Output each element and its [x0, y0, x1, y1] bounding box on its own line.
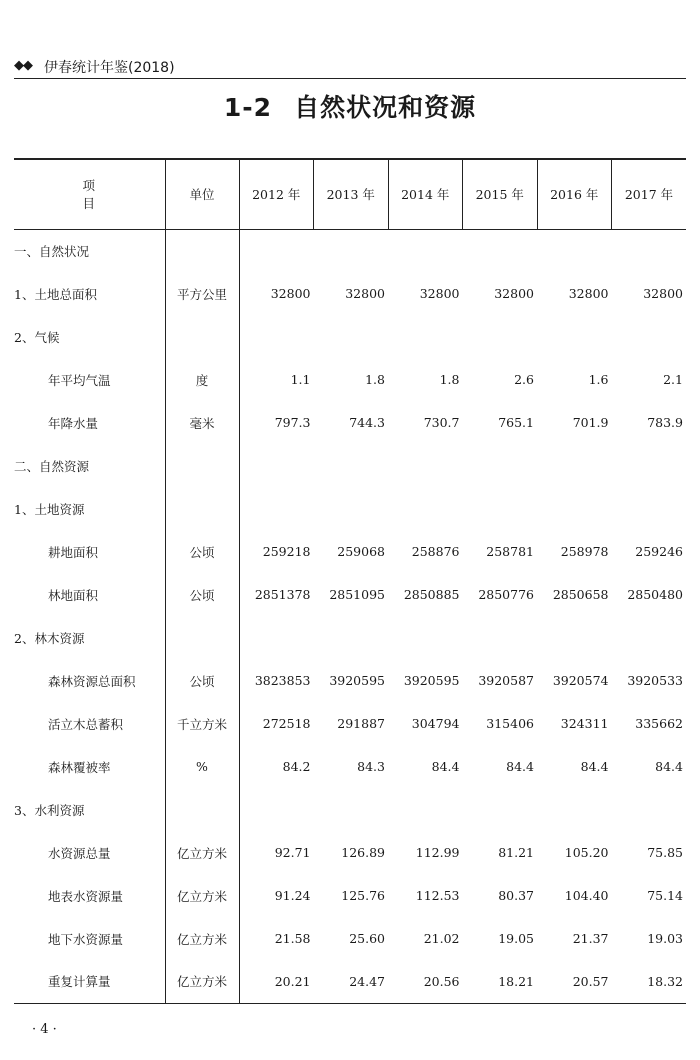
value-cell	[388, 616, 463, 659]
value-cell: 2850776	[478, 587, 534, 602]
value-cell	[388, 315, 463, 358]
value-cell: 3920595	[403, 673, 460, 688]
table-row	[14, 831, 686, 874]
value-cell: 2851378	[254, 587, 311, 602]
value-cell: 3920574	[552, 673, 609, 688]
row-unit: 度	[165, 358, 239, 401]
value-cell: 126.89	[341, 845, 385, 860]
table-row	[14, 702, 686, 745]
value-cell: 335662	[635, 716, 683, 731]
row-unit: 平方公里	[165, 272, 239, 315]
value-cell	[463, 788, 538, 831]
value-cell: 1.8	[439, 372, 460, 387]
table-row	[14, 573, 686, 616]
value-cell: 2851095	[329, 587, 385, 602]
value-cell: 92.71	[274, 845, 311, 860]
row-unit: 亿立方米	[165, 831, 239, 874]
value-cell: 18.32	[612, 960, 687, 1003]
value-cell: 797.3	[274, 415, 311, 430]
row-label: 林地面积	[48, 587, 99, 603]
value-cell	[314, 616, 389, 659]
value-cell: 315406	[486, 716, 534, 731]
value-cell: 324311	[560, 716, 609, 731]
value-cell	[463, 616, 538, 659]
row-unit: 公顷	[165, 573, 239, 616]
value-cell	[612, 616, 687, 659]
value-cell: 25.60	[349, 931, 385, 946]
value-cell: 2.6	[514, 372, 534, 387]
value-cell: 84.3	[357, 759, 385, 774]
value-cell	[239, 788, 314, 831]
running-header	[14, 56, 686, 79]
table-row	[14, 444, 686, 487]
row-unit	[165, 229, 239, 272]
value-cell: 105.20	[564, 845, 609, 860]
value-cell: 3823853	[254, 673, 311, 688]
value-cell: 84.4	[655, 759, 683, 774]
row-unit	[165, 616, 239, 659]
value-cell: 21.37	[572, 931, 609, 946]
row-label: 年平均气温	[48, 372, 111, 388]
value-cell	[537, 315, 612, 358]
value-cell: 21.02	[423, 931, 460, 946]
value-cell: 272518	[262, 716, 311, 731]
value-cell	[463, 229, 538, 272]
table-row	[14, 874, 686, 917]
row-label: 1、土地资源	[14, 501, 85, 517]
table-number: 1-2	[223, 93, 273, 122]
table-row	[14, 960, 686, 1003]
page-title	[0, 88, 700, 124]
value-cell: 125.76	[341, 888, 385, 903]
row-unit: 毫米	[165, 401, 239, 444]
value-cell: 32800	[419, 286, 460, 301]
value-cell: 1.6	[588, 372, 609, 387]
value-cell	[537, 444, 612, 487]
column-header-unit: 单位	[165, 159, 239, 229]
row-unit	[165, 315, 239, 358]
value-cell	[314, 788, 389, 831]
value-cell	[314, 444, 389, 487]
value-cell: 21.58	[274, 931, 311, 946]
value-cell: 32800	[568, 286, 609, 301]
row-unit: 亿立方米	[165, 917, 239, 960]
column-header-year: 2013 年	[314, 159, 389, 229]
value-cell	[537, 616, 612, 659]
value-cell: 32800	[643, 286, 683, 301]
value-cell: 32800	[494, 286, 534, 301]
value-cell: 20.57	[537, 960, 612, 1003]
row-unit	[165, 444, 239, 487]
value-cell	[314, 315, 389, 358]
value-cell: 112.99	[415, 845, 460, 860]
value-cell: 91.24	[274, 888, 311, 903]
value-cell: 32800	[270, 286, 311, 301]
table-row	[14, 401, 686, 444]
row-unit: %	[165, 745, 239, 788]
row-label: 一、自然状况	[14, 243, 90, 259]
value-cell	[612, 487, 687, 530]
value-cell	[463, 487, 538, 530]
value-cell: 3920587	[478, 673, 534, 688]
value-cell: 2.1	[663, 372, 683, 387]
value-cell	[537, 229, 612, 272]
value-cell	[388, 444, 463, 487]
table-row	[14, 315, 686, 358]
value-cell	[612, 788, 687, 831]
value-cell	[388, 788, 463, 831]
diamond-bullet-icon: ◆◆	[14, 58, 32, 73]
value-cell: 730.7	[423, 415, 460, 430]
value-cell: 744.3	[349, 415, 385, 430]
row-label: 活立木总蓄积	[48, 716, 124, 732]
value-cell: 81.21	[498, 845, 534, 860]
row-unit: 公顷	[165, 659, 239, 702]
row-label: 森林资源总面积	[48, 673, 136, 689]
header-row	[14, 159, 686, 229]
row-label: 地下水资源量	[48, 931, 124, 947]
column-header-year: 2016 年	[537, 159, 612, 229]
value-cell	[612, 444, 687, 487]
value-cell: 75.14	[647, 888, 683, 903]
value-cell: 80.37	[498, 888, 534, 903]
row-unit	[165, 487, 239, 530]
table-row	[14, 917, 686, 960]
table-row	[14, 530, 686, 573]
table-body	[14, 229, 686, 1003]
value-cell	[314, 229, 389, 272]
value-cell: 259068	[337, 544, 385, 559]
value-cell	[239, 616, 314, 659]
value-cell	[239, 487, 314, 530]
row-label: 重复计算量	[14, 960, 165, 1003]
table-row	[14, 788, 686, 831]
data-table	[14, 158, 686, 1004]
row-label: 年降水量	[48, 415, 99, 431]
row-unit: 千立方米	[165, 702, 239, 745]
value-cell: 24.47	[314, 960, 389, 1003]
value-cell: 20.21	[239, 960, 314, 1003]
row-unit	[165, 788, 239, 831]
value-cell: 19.05	[498, 931, 534, 946]
value-cell: 112.53	[415, 888, 460, 903]
book-title: 伊春统计年鉴(2018)	[44, 60, 175, 76]
value-cell: 291887	[337, 716, 385, 731]
value-cell	[239, 444, 314, 487]
value-cell: 84.4	[506, 759, 534, 774]
value-cell	[537, 487, 612, 530]
row-label: 地表水资源量	[48, 888, 124, 904]
value-cell: 258781	[486, 544, 534, 559]
row-label: 水资源总量	[48, 845, 111, 861]
row-label: 2、气候	[14, 329, 60, 345]
row-label: 2、林木资源	[14, 630, 85, 646]
column-header-year: 2015 年	[463, 159, 538, 229]
value-cell: 259246	[635, 544, 683, 559]
value-cell	[388, 229, 463, 272]
value-cell: 1.1	[290, 372, 311, 387]
value-cell	[463, 444, 538, 487]
value-cell: 3920595	[329, 673, 385, 688]
value-cell: 701.9	[572, 415, 609, 430]
row-unit: 公顷	[165, 530, 239, 573]
table-row	[14, 616, 686, 659]
column-header-year: 2012 年	[239, 159, 314, 229]
value-cell: 18.21	[463, 960, 538, 1003]
value-cell: 765.1	[498, 415, 534, 430]
row-label: 3、水利资源	[14, 802, 85, 818]
column-header-year: 2017 年	[612, 159, 687, 229]
value-cell: 3920533	[627, 673, 683, 688]
value-cell	[239, 229, 314, 272]
value-cell: 2850658	[552, 587, 609, 602]
value-cell: 259218	[262, 544, 311, 559]
value-cell: 2850885	[403, 587, 460, 602]
row-unit: 亿立方米	[165, 960, 239, 1003]
table-row	[14, 659, 686, 702]
value-cell: 84.2	[282, 759, 311, 774]
value-cell: 1.8	[365, 372, 385, 387]
table-row	[14, 358, 686, 401]
value-cell: 104.40	[564, 888, 609, 903]
value-cell	[463, 315, 538, 358]
value-cell: 19.03	[647, 931, 683, 946]
value-cell: 2850480	[627, 587, 683, 602]
table-row	[14, 229, 686, 272]
value-cell: 20.56	[388, 960, 463, 1003]
value-cell	[612, 229, 687, 272]
value-cell: 258876	[411, 544, 460, 559]
table-title: 自然状况和资源	[294, 93, 477, 122]
value-cell: 32800	[345, 286, 385, 301]
row-unit: 亿立方米	[165, 874, 239, 917]
row-label: 耕地面积	[48, 544, 99, 560]
table-row	[14, 487, 686, 530]
value-cell: 304794	[411, 716, 460, 731]
row-label: 1、土地总面积	[14, 286, 97, 302]
column-header-year: 2014 年	[388, 159, 463, 229]
value-cell	[537, 788, 612, 831]
table-row	[14, 745, 686, 788]
value-cell: 84.4	[580, 759, 609, 774]
value-cell	[239, 315, 314, 358]
value-cell: 783.9	[647, 415, 683, 430]
value-cell	[314, 487, 389, 530]
value-cell: 84.4	[431, 759, 460, 774]
value-cell	[388, 487, 463, 530]
value-cell	[612, 315, 687, 358]
column-header-item: 项 目	[14, 159, 165, 229]
table-row	[14, 272, 686, 315]
value-cell: 75.85	[647, 845, 683, 860]
row-label: 森林覆被率	[48, 759, 111, 775]
row-label: 二、自然资源	[14, 458, 90, 474]
page-number: · 4 ·	[32, 1022, 57, 1037]
value-cell: 258978	[560, 544, 609, 559]
